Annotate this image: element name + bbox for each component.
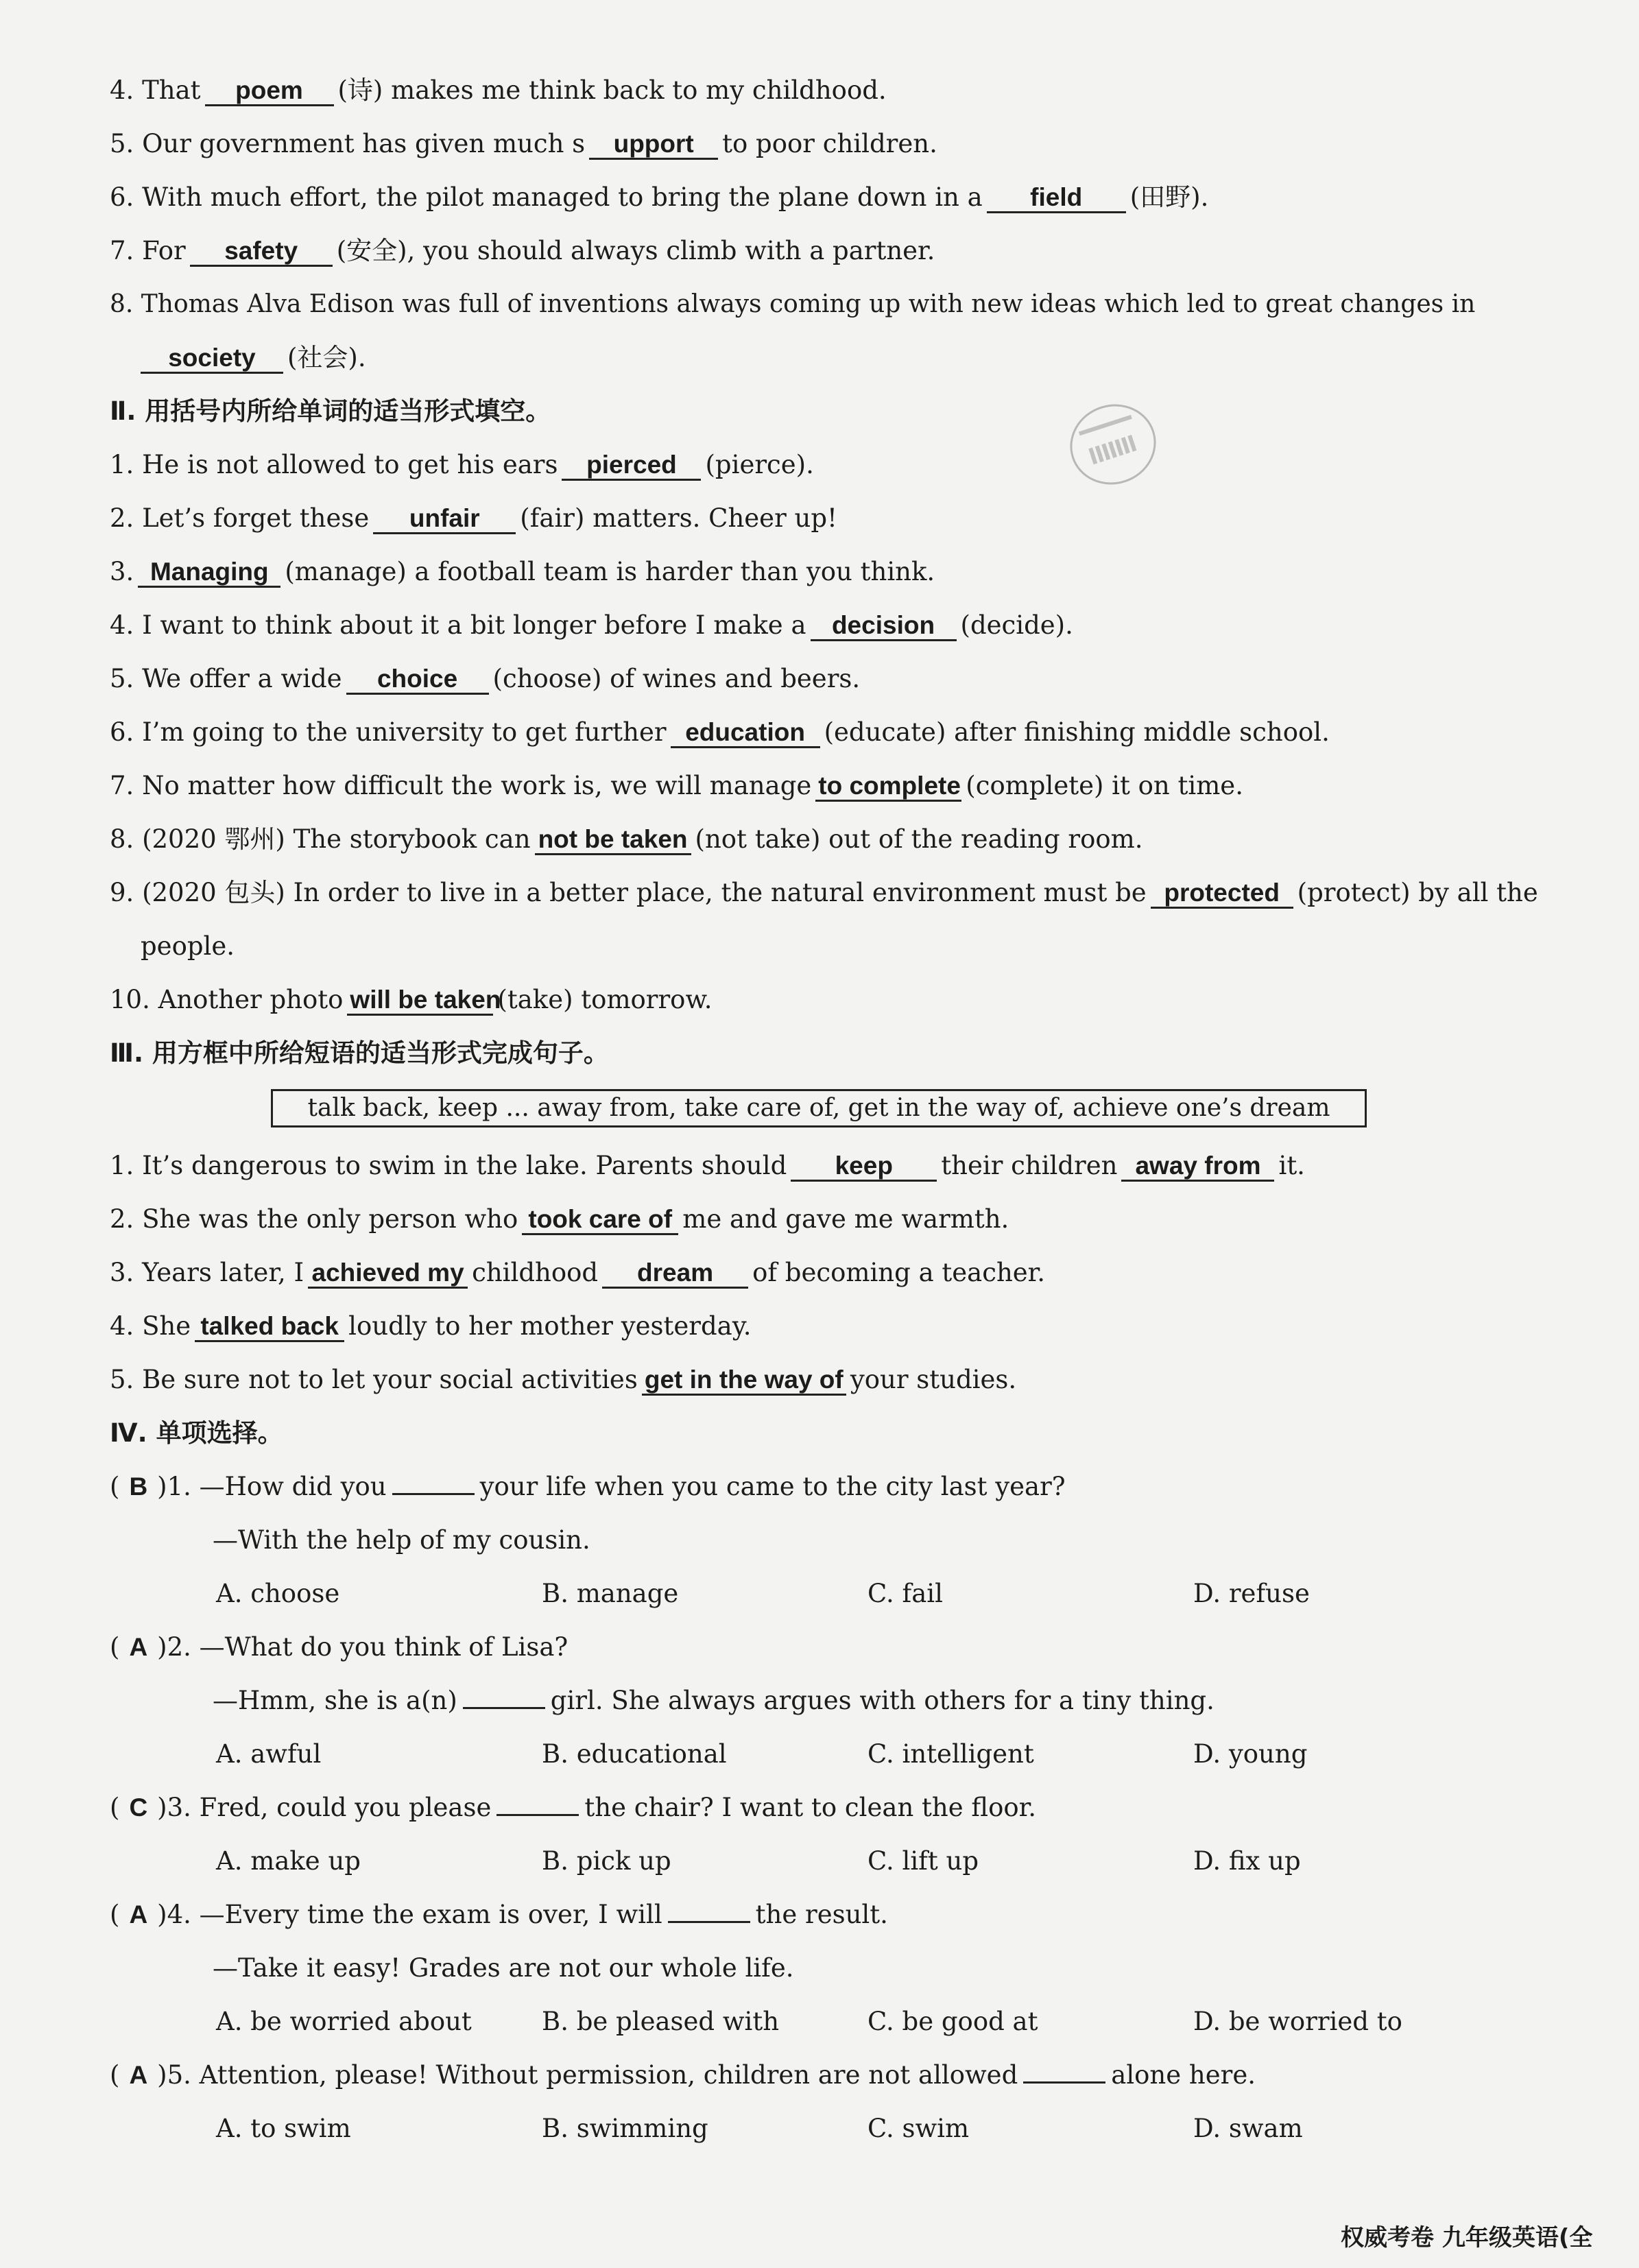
mc-3-option-a: A. make up [216,1846,361,1876]
mc-answer: A [129,1900,148,1929]
mc-question-4-reply: —Take it easy! Grades are not our whole life. [213,1953,794,1983]
sec3-item-3: 3. Years later, I achieved my childhood dream of becoming a teacher. [110,1258,1046,1287]
sec1-item-6: 6. With much effort, the pilot managed to bring the plane down in a field (田野). [110,182,1209,212]
sec3-item-4: 4. She talked back loudly to her mother yesterday. [110,1311,752,1341]
watermark-stamp-icon [1060,393,1167,495]
answer-blank: to complete [815,772,961,802]
section-4-heading: Ⅳ. 单项选择。 [110,1418,283,1448]
mc-question-1: ( B )1. —How did you your life when you came to the city last year? [110,1472,1066,1501]
answer-blank: dream [602,1259,748,1289]
answer-blank: unfair [373,505,516,534]
mc-1-option-b: B. manage [542,1579,679,1608]
phrase-box: talk back, keep ... away from, take care of, get in the way of, achieve one’s dream [271,1089,1367,1127]
mc-4-option-a: A. be worried about [216,2007,472,2036]
sec2-item-10: 10. Another photo will be taken(take) tomorrow. [110,985,713,1014]
mc-question-3: ( C )3. Fred, could you please the chair? I want to clean the floor. [110,1793,1037,1822]
empty-blank [392,1472,475,1495]
sec3-item-1: 1. It’s dangerous to swim in the lake. Parents should keep their children away from it. [110,1151,1305,1180]
mc-2-option-c: C. intelligent [868,1739,1034,1769]
mc-3-option-d: D. fix up [1193,1846,1301,1876]
sec1-item-7: 7. For safety (安全), you should always climb with a partner. [110,236,935,265]
answer-blank: away from [1121,1152,1274,1182]
mc-5-option-d: D. swam [1193,2114,1303,2143]
mc-answer: C [129,1793,148,1822]
sec2-item-5: 5. We offer a wide choice (choose) of wines and beers. [110,664,861,693]
sec3-item-5: 5. Be sure not to let your social activities get in the way of your studies. [110,1365,1017,1394]
mc-answer: A [129,2061,148,2089]
mc-question-1-reply: —With the help of my cousin. [213,1525,590,1555]
answer-blank: field [987,184,1126,213]
mc-2-option-a: A. awful [216,1739,322,1769]
sec1-item-5: 5. Our government has given much s upport to poor children. [110,129,937,158]
mc-3-option-c: C. lift up [868,1846,979,1876]
answer-blank: took care of [522,1206,678,1235]
sec2-item-2: 2. Let’s forget these unfair (fair) matters. Cheer up! [110,503,837,533]
answer-blank: will be taken [347,986,493,1016]
empty-blank [1023,2061,1105,2084]
sec2-item-9-cont: people. [141,931,235,961]
answer-blank: pierced [562,451,701,481]
answer-blank: decision [811,612,957,641]
sec2-item-9: 9. (2020 包头) In order to live in a better place, the natural environment must be protected (protect) by all the [110,878,1538,907]
answer-blank: get in the way of [642,1366,846,1396]
answer-blank: education [671,719,820,748]
answer-blank: talked back [195,1313,344,1342]
sec2-item-4: 4. I want to think about it a bit longer before I make a decision (decide). [110,610,1073,640]
section-3-heading: Ⅲ. 用方框中所给短语的适当形式完成句子。 [110,1038,609,1068]
sec1-item-4: 4. That poem (诗) makes me think back to my childhood. [110,75,887,105]
answer-blank: safety [190,237,333,267]
sec2-item-7: 7. No matter how difficult the work is, we will manage to complete (complete) it on time. [110,771,1243,800]
mc-1-option-c: C. fail [868,1579,943,1608]
mc-question-2-reply: —Hmm, she is a(n) girl. She always argues with others for a tiny thing. [213,1686,1215,1715]
answer-blank: choice [346,665,489,695]
mc-1-option-d: D. refuse [1193,1579,1310,1608]
answer-blank: not be taken [535,826,691,855]
answer-blank: achieved my [308,1259,468,1289]
mc-question-2: ( A )2. —What do you think of Lisa? [110,1632,569,1662]
sec1-item-8-cont: society (社会). [141,342,366,374]
section-2-heading: Ⅱ. 用括号内所给单词的适当形式填空。 [110,396,551,426]
answer-blank: society [141,344,283,374]
mc-4-option-b: B. be pleased with [542,2007,780,2036]
mc-1-option-a: A. choose [216,1579,340,1608]
empty-blank [463,1686,545,1709]
mc-question-5: ( A )5. Attention, please! Without permission, children are not allowed alone here. [110,2060,1256,2090]
sec2-item-3: 3. Managing (manage) a football team is harder than you think. [110,557,935,586]
sec2-item-8: 8. (2020 鄂州) The storybook can not be taken (not take) out of the reading room. [110,824,1143,854]
answer-blank: keep [791,1152,937,1182]
page-footer: 权威考卷 九年级英语(全 [1341,2224,1593,2252]
empty-blank [497,1793,579,1816]
mc-5-option-b: B. swimming [542,2114,708,2143]
mc-2-option-d: D. young [1193,1739,1308,1769]
mc-3-option-b: B. pick up [542,1846,671,1876]
answer-blank: poem [205,77,334,106]
mc-5-option-a: A. to swim [216,2114,351,2143]
mc-4-option-c: C. be good at [868,2007,1038,2036]
sec2-item-1: 1. He is not allowed to get his ears pierced (pierce). [110,450,814,479]
mc-5-option-c: C. swim [868,2114,970,2143]
answer-blank: upport [589,130,718,160]
mc-answer: A [129,1633,148,1661]
answer-blank: protected [1151,879,1293,909]
mc-question-4: ( A )4. —Every time the exam is over, I will the result. [110,1900,888,1929]
mc-answer: B [129,1472,148,1501]
mc-2-option-b: B. educational [542,1739,727,1769]
mc-4-option-d: D. be worried to [1193,2007,1402,2036]
sec2-item-6: 6. I’m going to the university to get further education (educate) after finishing middle school. [110,717,1330,747]
sec1-item-8: 8. Thomas Alva Edison was full of inventions always coming up with new ideas which led to great changes in [110,290,1476,318]
sec3-item-2: 2. She was the only person who took care of me and gave me warmth. [110,1204,1009,1234]
empty-blank [668,1900,750,1923]
answer-blank: Managing [138,558,280,588]
